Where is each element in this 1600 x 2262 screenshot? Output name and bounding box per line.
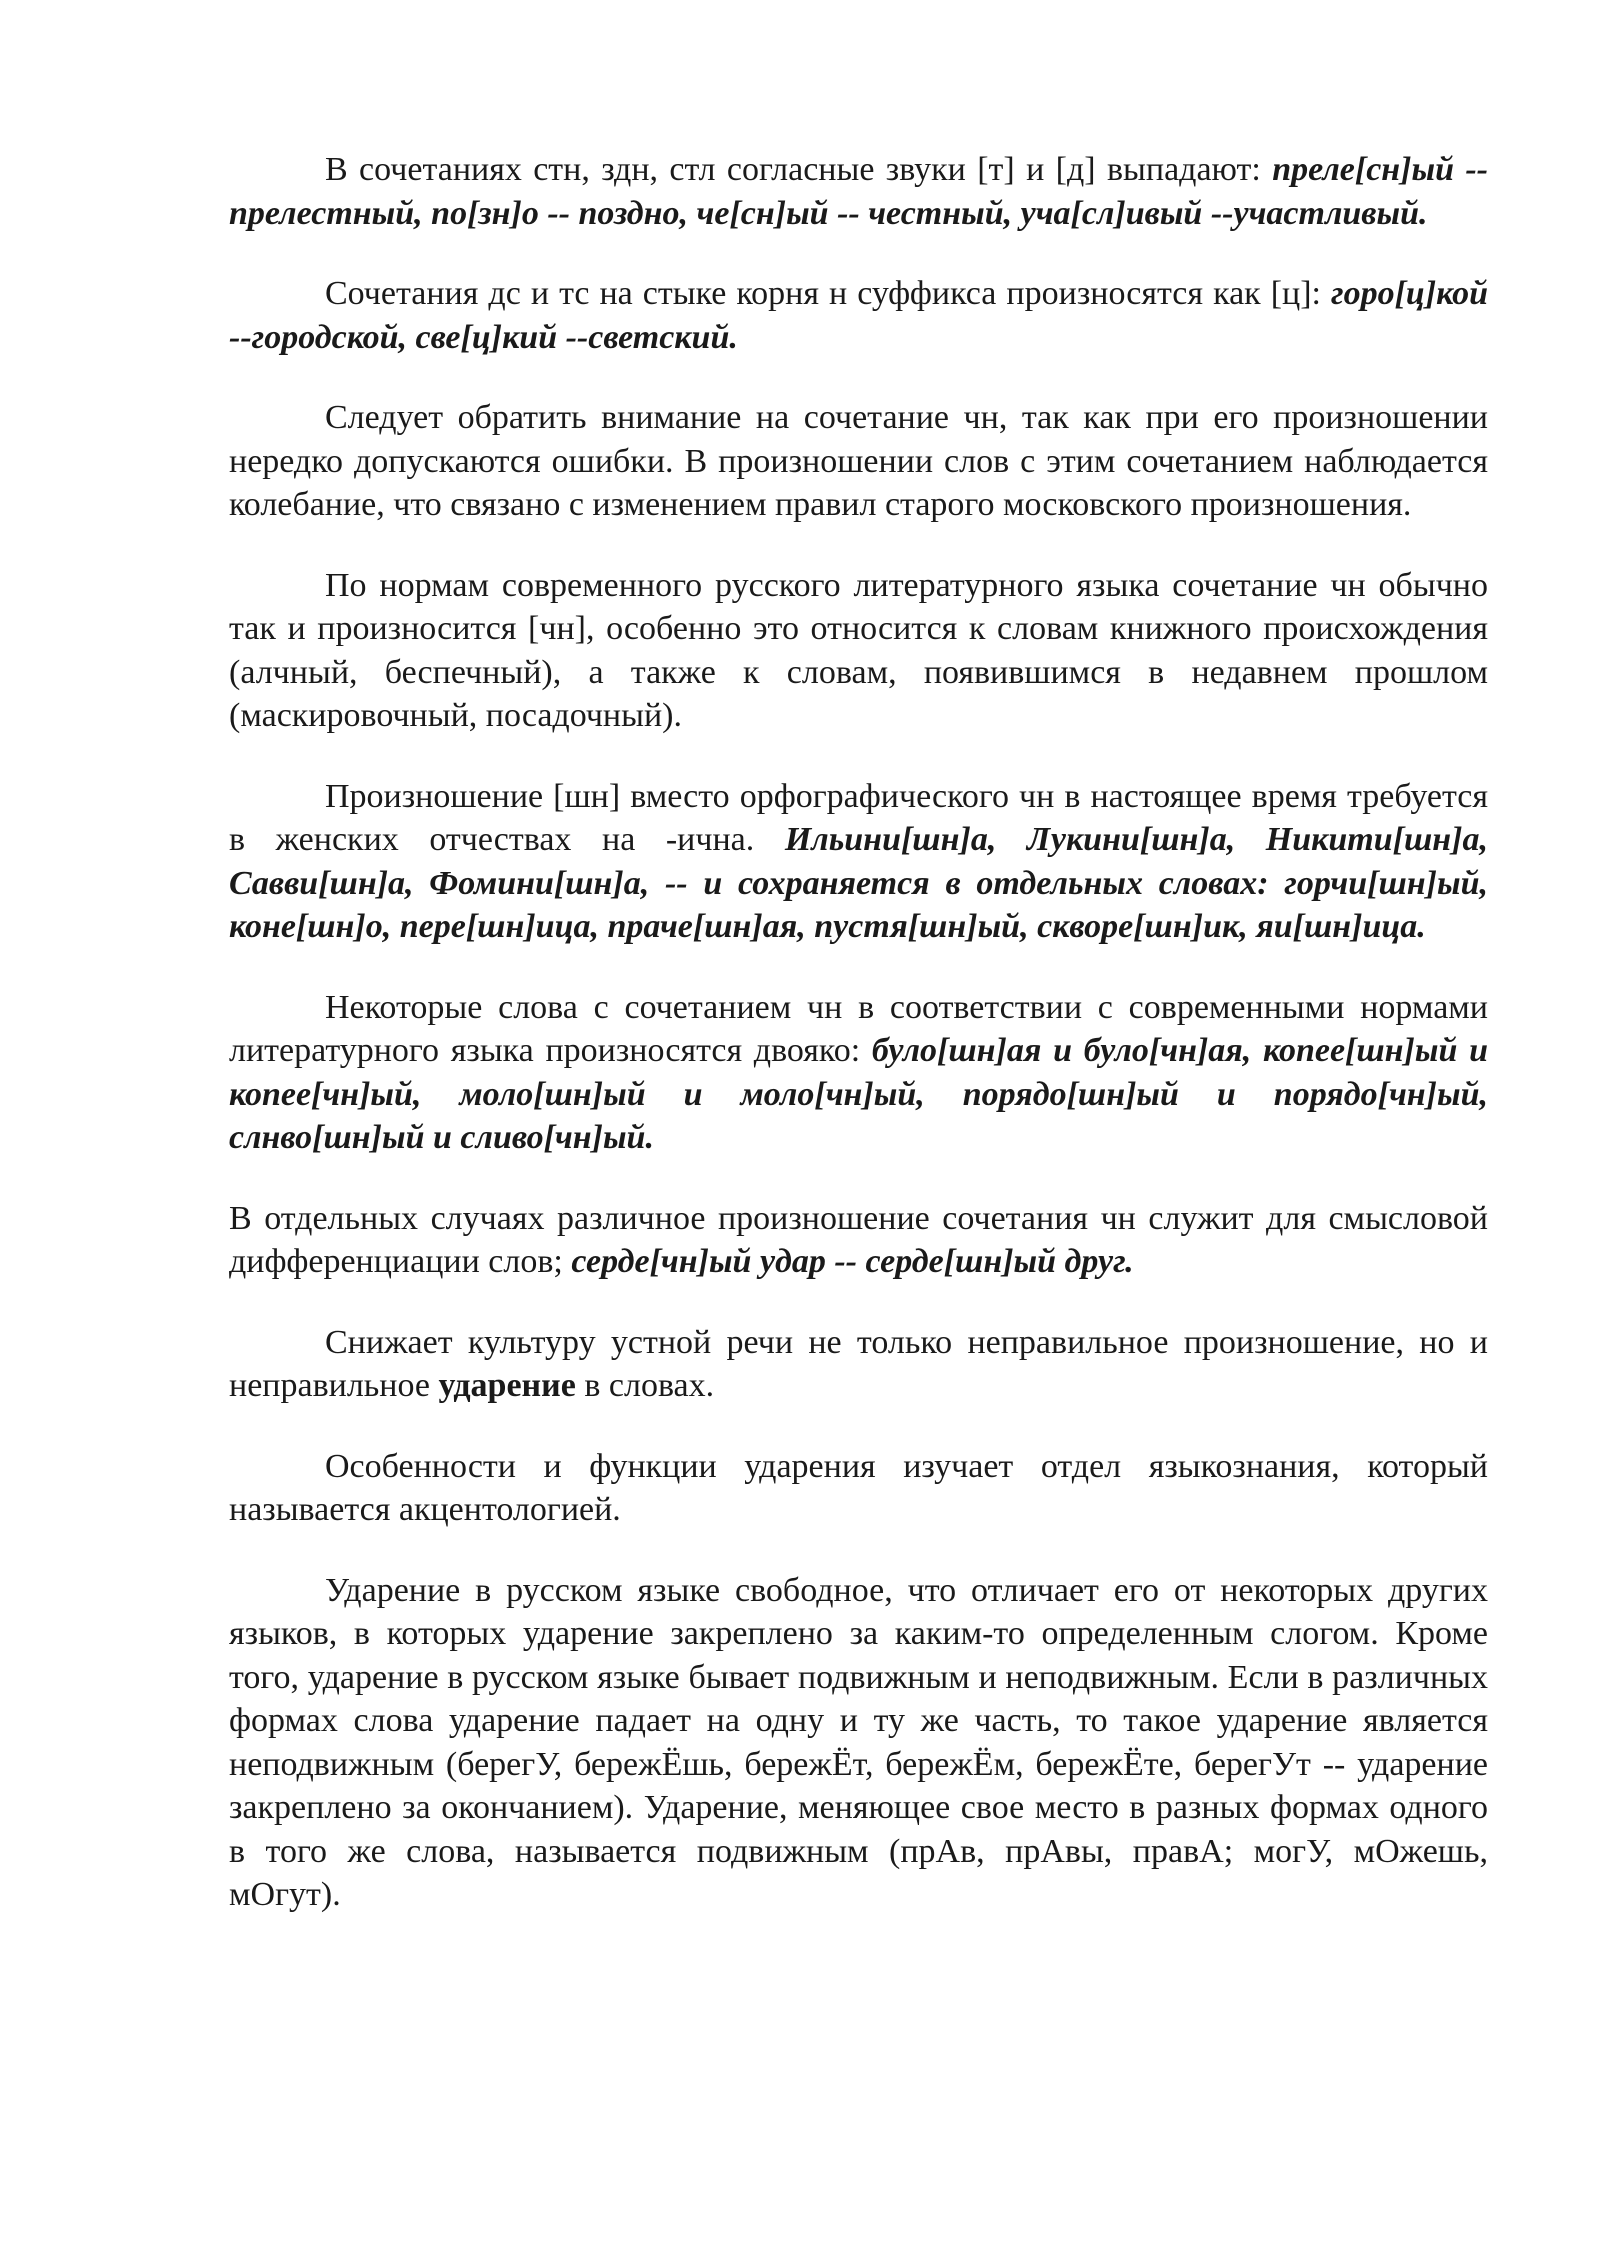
example-words: було[шн]ая и було[чн]ая, копее[шн]ый и копее[чн]ый, моло[шн]ый и моло[чн]ый, порядо[шн]ый и порядо[чн]ый, слнво[шн]ый и сливо[чн]ый. <box>229 1032 1489 1156</box>
paragraph-9 <box>229 1445 1488 1532</box>
text-run: В отдельных случаях различное произношение сочетания чн служит для смысловой дифференциации слов; <box>229 1199 1488 1280</box>
text-run: Сочетания дс и тс на стыке корня н суффикса произносятся как [ц]: <box>325 275 1332 312</box>
text-run: Некоторые слова с сочетанием чн в соответствии с современными нормами литературного языка произносятся двояко: <box>229 988 1488 1069</box>
example-words: горо[ц]кой --городской, све[ц]кий --светский. <box>229 275 1488 356</box>
paragraph-7 <box>229 1197 1488 1284</box>
example-words: преле[сн]ый -- прелестный, по[зн]о -- поздно, че[сн]ый -- честный, уча[сл]ивый --участливый. <box>229 151 1489 232</box>
text-run: Следует обратить внимание на сочетание чн, так как при его произношении нередко допускаются ошибки. В произношении слов с этим сочетанием наблюдается колебание, что связано с изменением правил старого московского произношения. <box>229 399 1488 523</box>
paragraph-3 <box>229 396 1488 527</box>
paragraph-4 <box>229 564 1488 738</box>
text-run: в словах. <box>575 1367 715 1404</box>
text-run: Произношение [шн] вместо орфографического чн в настоящее время требуется в женских отчествах на -ична. <box>229 777 1488 858</box>
paragraph-1 <box>229 148 1488 235</box>
text-run: Особенности и функции ударения изучает отдел языкознания, который называется акцентологией. <box>229 1447 1488 1528</box>
example-words: Ильини[шн]а, Лукини[шн]а, Никити[шн]а, Савви[шн]а, Фомини[шн]а, -- и сохраняется в отдельных словах: горчи[шн]ый, коне[шн]о, пере[шн]ица, праче[шн]ая, пустя[шн]ый, скворе[шн]ик, яи[шн]ица. <box>229 821 1488 945</box>
bold-term: ударение <box>438 1367 576 1404</box>
paragraph-6 <box>229 986 1488 1160</box>
text-run: В сочетаниях стн, здн, стл согласные звуки [т] и [д] выпадают: <box>325 151 1273 188</box>
example-words: серде[чн]ый удар -- серде[шн]ый друг. <box>571 1243 1134 1280</box>
paragraph-8 <box>229 1321 1488 1408</box>
text-run: Ударение в русском языке свободное, что отличает его от некоторых других языков, в которых ударение закреплено за каким-то определенным слогом. Кроме того, ударение в русском языке бывает подвижным и неподвижным. Если в различных формах слова ударение падает на одну и ту же часть, то такое ударение является неподвижным (берегУ, бережЁшь, бережЁт, бережЁм, бережЁте, берегУт -- ударение закреплено за окончанием). Ударение, меняющее свое место в разных формах одного в того же слова, называется подвижным (прАв, прАвы, правА; могУ, мОжешь, мОгут). <box>229 1571 1488 1913</box>
paragraph-10 <box>229 1569 1488 1917</box>
text-run: По нормам современного русского литературного языка сочетание чн обычно так и произносится [чн], особенно это относится к словам книжного происхождения (алчный, беспечный), а также к словам, появившимся в недавнем прошлом (маскировочный, посадочный). <box>229 566 1488 734</box>
paragraph-5 <box>229 775 1488 949</box>
text-run: Снижает культуру устной речи не только неправильное произношение, но и неправильное <box>229 1323 1488 1404</box>
paragraph-2 <box>229 272 1488 359</box>
